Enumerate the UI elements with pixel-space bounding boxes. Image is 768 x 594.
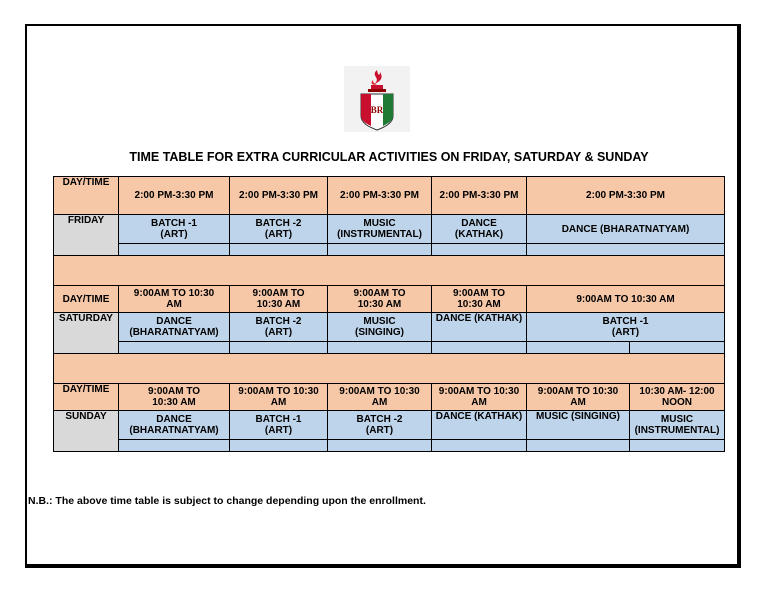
activity-cell: BATCH -1 (ART) <box>119 215 230 244</box>
activity-cell: DANCE (KATHAK) <box>432 411 527 440</box>
time-cell: 9:00AM TO 10:30 AM <box>432 286 527 313</box>
activity-cell: BATCH -2 (ART) <box>230 215 328 244</box>
day-label-friday: FRIDAY <box>54 215 119 256</box>
footnote: N.B.: The above time table is subject to change depending upon the enrollment. <box>28 495 426 507</box>
school-logo-icon <box>344 66 410 132</box>
activity-cell: DANCE (BHARATNATYAM) <box>119 411 230 440</box>
saturday-empty-row <box>54 342 725 354</box>
friday-activity-row <box>54 215 725 244</box>
activity-cell: MUSIC (INSTRUMENTAL) <box>630 411 725 440</box>
friday-time-row <box>54 177 725 215</box>
activity-cell: DANCE (KATHAK) <box>432 313 527 342</box>
page-title: TIME TABLE FOR EXTRA CURRICULAR ACTIVITIES ON FRIDAY, SATURDAY & SUNDAY <box>129 150 649 164</box>
sunday-time-row <box>54 384 725 411</box>
time-cell: 9:00AM TO 10:30 AM <box>328 286 432 313</box>
day-time-header: DAY/TIME <box>54 177 119 215</box>
activity-cell: MUSIC (SINGING) <box>328 313 432 342</box>
time-cell: 2:00 PM-3:30 PM <box>328 177 432 215</box>
time-cell: 9:00AM TO 10:30 AM <box>527 384 630 411</box>
time-cell: 9:00AM TO 10:30 AM <box>328 384 432 411</box>
time-cell: 2:00 PM-3:30 PM <box>432 177 527 215</box>
time-cell: 2:00 PM-3:30 PM <box>119 177 230 215</box>
separator-row <box>54 354 725 384</box>
day-label-saturday: SATURDAY <box>54 313 119 354</box>
time-cell: 9:00AM TO 10:30 AM <box>119 286 230 313</box>
activity-cell: MUSIC (INSTRUMENTAL) <box>328 215 432 244</box>
activity-cell: DANCE (BHARATNATYAM) <box>527 215 725 244</box>
activity-cell: BATCH -1 (ART) <box>230 411 328 440</box>
activity-cell: BATCH -1 (ART) <box>527 313 725 342</box>
day-label-sunday: SUNDAY <box>54 411 119 452</box>
activity-cell: DANCE (BHARATNATYAM) <box>119 313 230 342</box>
saturday-activity-row <box>54 313 725 342</box>
activity-cell: MUSIC (SINGING) <box>527 411 630 440</box>
time-cell: 10:30 AM- 12:00 NOON <box>630 384 725 411</box>
activity-cell: DANCE (KATHAK) <box>432 215 527 244</box>
activity-cell: BATCH -2 (ART) <box>230 313 328 342</box>
friday-empty-row <box>54 244 725 256</box>
saturday-time-row <box>54 286 725 313</box>
sunday-activity-row <box>54 411 725 440</box>
time-cell: 2:00 PM-3:30 PM <box>230 177 328 215</box>
time-cell: 9:00AM TO 10:30 AM <box>119 384 230 411</box>
time-cell: 9:00AM TO 10:30 AM <box>432 384 527 411</box>
day-time-header: DAY/TIME <box>54 286 119 313</box>
day-time-header: DAY/TIME <box>54 384 119 411</box>
time-cell: 9:00AM TO 10:30 AM <box>527 286 725 313</box>
sunday-empty-row <box>54 440 725 452</box>
separator-row <box>54 256 725 286</box>
timetable <box>53 176 725 452</box>
time-cell: 9:00AM TO 10:30 AM <box>230 286 328 313</box>
svg-text:BR: BR <box>370 105 384 115</box>
time-cell: 2:00 PM-3:30 PM <box>527 177 725 215</box>
time-cell: 9:00AM TO 10:30 AM <box>230 384 328 411</box>
activity-cell: BATCH -2 (ART) <box>328 411 432 440</box>
